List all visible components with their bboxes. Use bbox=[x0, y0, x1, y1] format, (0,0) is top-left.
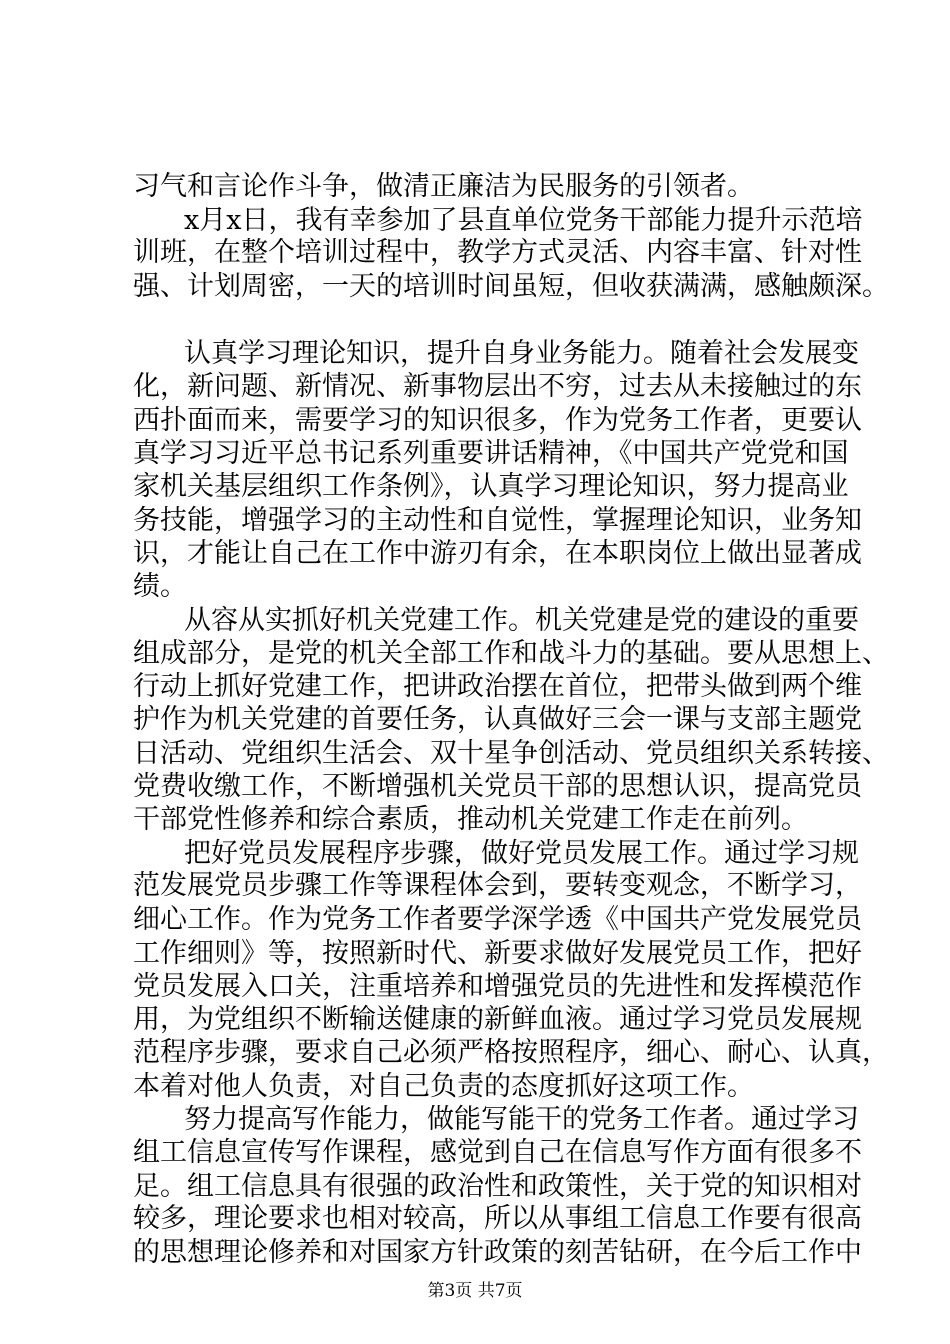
body-line: 西扑面而来，需要学习的知识很多，作为党务工作者，更要认 bbox=[133, 405, 862, 436]
body-line: 家机关基层组织工作条例》，认真学习理论知识，努力提高业 bbox=[133, 471, 849, 502]
body-line: 绩。 bbox=[133, 571, 187, 602]
body-line: 强、计划周密，一天的培训时间虽短，但收获满满，感触颇深。 bbox=[133, 271, 889, 302]
body-line: 足。组工信息具有很强的政治性和政策性，关于党的知识相对 bbox=[133, 1171, 862, 1202]
body-line: 工作细则》等，按照新时代、新要求做好发展党员工作，把好 bbox=[133, 938, 862, 969]
body-line: 细心工作。作为党务工作者要学深学透《中国共产党发展党员 bbox=[133, 904, 862, 935]
body-line: 把好党员发展程序步骤，做好党员发展工作。通过学习规 bbox=[184, 838, 859, 869]
body-line: 日活动、党组织生活会、双十星争创活动、党员组织关系转接、 bbox=[133, 738, 889, 769]
body-line: 行动上抓好党建工作，把讲政治摆在首位，把带头做到两个维 bbox=[133, 671, 862, 702]
body-line: 范发展党员步骤工作等课程体会到，要转变观念，不断学习， bbox=[133, 870, 862, 901]
body-line: 从容从实抓好机关党建工作。机关党建是党的建设的重要 bbox=[184, 605, 859, 636]
body-line: 较多，理论要求也相对较高，所以从事组工信息工作要有很高 bbox=[133, 1203, 862, 1234]
body-line: 组成部分，是党的机关全部工作和战斗力的基础。要从思想上、 bbox=[133, 638, 889, 669]
body-line: 识，才能让自己在工作中游刃有余，在本职岗位上做出显著成 bbox=[133, 538, 862, 569]
body-line: 组工信息宣传写作课程，感觉到自己在信息写作方面有很多不 bbox=[133, 1137, 862, 1168]
body-line: 党费收缴工作，不断增强机关党员干部的思想认识，提高党员 bbox=[133, 771, 862, 802]
body-line: 用，为党组织不断输送健康的新鲜血液。通过学习党员发展规 bbox=[133, 1004, 862, 1035]
body-line: x月x日，我有幸参加了县直单位党务干部能力提升示范培 bbox=[184, 205, 863, 236]
body-line: 习气和言论作斗争，做清正廉洁为民服务的引领者。 bbox=[133, 171, 754, 202]
body-line: 护作为机关党建的首要任务，认真做好三会一课与支部主题党 bbox=[133, 704, 862, 735]
body-line: 本着对他人负责，对自己负责的态度抓好这项工作。 bbox=[133, 1071, 754, 1102]
page-footer: 第3页 共7页 bbox=[427, 1281, 523, 1301]
body-line: 党员发展入口关，注重培养和增强党员的先进性和发挥模范作 bbox=[133, 971, 862, 1002]
body-line: 化，新问题、新情况、新事物层出不穷，过去从未接触过的东 bbox=[133, 371, 862, 402]
body-line: 务技能，增强学习的主动性和自觉性，掌握理论知识，业务知 bbox=[133, 505, 862, 536]
body-line: 范程序步骤，要求自己必须严格按照程序，细心、耐心、认真， bbox=[133, 1037, 889, 1068]
body-line: 干部党性修养和综合素质，推动机关党建工作走在前列。 bbox=[133, 804, 808, 835]
body-line: 真学习习近平总书记系列重要讲话精神，《中国共产党党和国 bbox=[133, 438, 849, 469]
body-line: 的思想理论修养和对国家方针政策的刻苦钻研，在今后工作中 bbox=[133, 1237, 862, 1268]
body-line: 努力提高写作能力，做能写能干的党务工作者。通过学习 bbox=[184, 1104, 859, 1135]
body-line: 认真学习理论知识，提升自身业务能力。随着社会发展变 bbox=[184, 338, 859, 369]
body-line: 训班，在整个培训过程中，教学方式灵活、内容丰富、针对性 bbox=[133, 237, 862, 268]
